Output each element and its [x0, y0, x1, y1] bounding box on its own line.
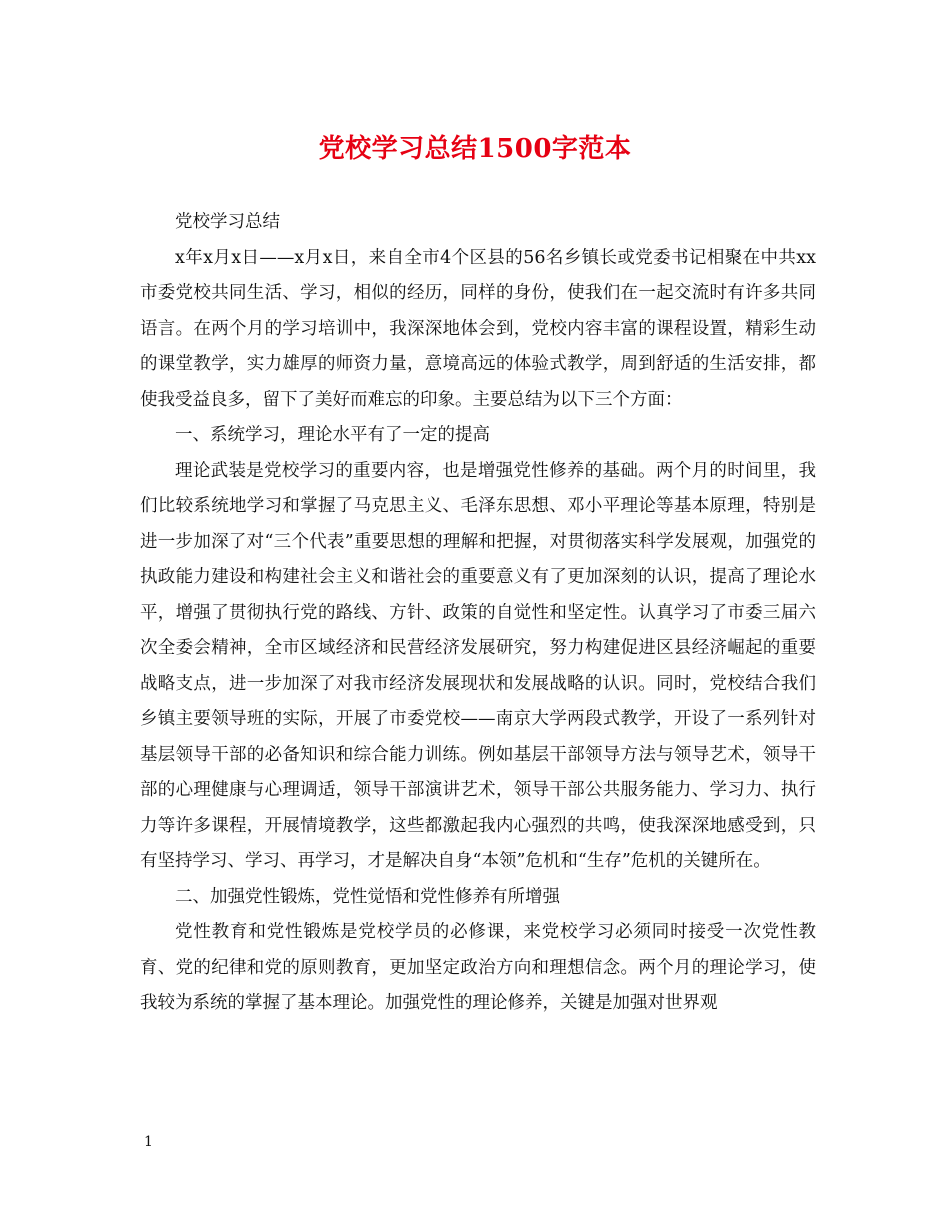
paragraph: x年x月x日——x月x日，来自全市4个区县的56名乡镇长或党委书记相聚在中共xx市委党校共同生活、学习，相似的经历，同样的身份，使我们在一起交流时有许多共同语言。在两个月的学习培训中，我深深地体会到，党校内容丰富的课程设置，精彩生动的课堂教学，实力雄厚的师资力量，意境高远的体验式教学，周到舒适的生活安排，都使我受益良多，留下了美好而难忘的印象。主要总结为以下三个方面： [140, 247, 816, 410]
document-body [140, 205, 816, 1022]
paragraph: 理论武装是党校学习的重要内容，也是增强党性修养的基础。两个月的时间里，我们比较系统地学习和掌握了马克思主义、毛泽东思想、邓小平理论等基本原理，特别是进一步加深了对“三个代表”重要思想的理解和把握，对贯彻落实科学发展观，加强党的执政能力建设和构建社会主义和谐社会的重要意义有了更加深刻的认识，提高了理论水平，增强了贯彻执行党的路线、方针、政策的自觉性和坚定性。认真学习了市委三届六次全委会精神，全市区域经济和民营经济发展研究，努力构建促进区县经济崛起的重要战略支点，进一步加深了对我市经济发展现状和发展战略的认识。同时，党校结合我们乡镇主要领导班的实际，开展了市委党校——南京大学两段式教学，开设了一系列针对基层领导干部的必备知识和综合能力训练。例如基层干部领导方法与领导艺术，领导干部的心理健康与心理调适，领导干部演讲艺术，领导干部公共服务能力、学习力、执行力等许多课程，开展情境教学，这些都激起我内心强烈的共鸣，使我深深地感受到，只有坚持学习、学习、再学习，才是解决自身“本领”危机和“生存”危机的关键所在。 [140, 460, 816, 871]
section-heading: 二、加强党性锻炼，党性觉悟和党性修养有所增强 [175, 886, 560, 907]
page-number: 1 [144, 1134, 153, 1150]
document-title: 党校学习总结1500字范本 [318, 134, 632, 164]
paragraph: 党性教育和党性锻炼是党校学员的必修课，来党校学习必须同时接受一次党性教育、党的纪律和党的原则教育，更加坚定政治方向和理想信念。两个月的理论学习，使我较为系统的掌握了基本理论。加强党性的理论修养，关键是加强对世界观 [140, 922, 816, 1013]
section-heading: 一、系统学习，理论水平有了一定的提高 [175, 425, 490, 445]
paragraph: 党校学习总结 [175, 212, 280, 232]
